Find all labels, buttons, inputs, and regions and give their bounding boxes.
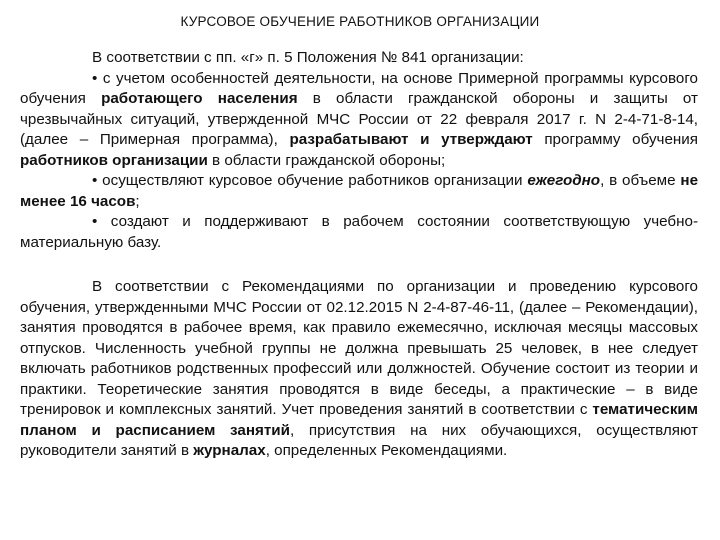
text-segment: • с учетом особенностей деятельности, на основе Примерной программы курсового обучения <box>20 69 698 107</box>
text-segment: в области гражданской обороны; <box>207 151 446 169</box>
bold-segment: работающего населения <box>101 90 298 107</box>
paragraph-gap <box>20 253 698 277</box>
text-segment: , определенных Рекомендациями. <box>265 442 508 459</box>
text-segment: • осуществляют курсовое обучение работников организации <box>92 172 528 189</box>
bold-segment: не менее 16 часов <box>20 172 699 210</box>
bold-segment: разрабатывают и утверждают <box>289 131 533 148</box>
bold-italic-segment <box>527 172 600 189</box>
recommendations-paragraph <box>20 277 698 462</box>
bullet-item-base: • создают и поддерживают в рабочем состоянии соответствующую учебно-материальную базу. <box>20 213 698 251</box>
bullet-item-training <box>20 171 698 212</box>
document-title: КУРСОВОЕ ОБУЧЕНИЕ РАБОТНИКОВ ОРГАНИЗАЦИИ <box>180 14 540 29</box>
bold-segment: тематическим планом и расписанием занятий <box>20 401 698 439</box>
text-segment: в области гражданской обороны и защиты от чрезвычайных ситуаций, утвержденной МЧС России от 22 февраля 2017 г. N 2-4-71-8-14, (далее – Примерная программа), <box>20 90 698 148</box>
text-segment: В соответствии с Рекомендациями по организации и проведению курсового обучения, утвержденными МЧС России от 02.12.2015 N 2-4-87-46-11, (далее – Рекомендации), занятия проводятся в рабочее время, как правило ежемесячно, исключая месяцы массовых отпусков. Численность учебной группы не должна превышать 25 человек, в нее следует включать работников родственных профессий или должностей. Обучение состоит из теории и практики. Теоретические занятия проводятся в виде беседы, а практические – в виде тренировок и комплексных занятий. Учет проведения занятий в соответствии с <box>20 278 698 418</box>
bold-segment: работников организации <box>20 151 208 169</box>
text-segment: ; <box>135 192 140 210</box>
bold-segment: журналах <box>193 442 266 459</box>
text-segment: , в объеме <box>600 172 681 189</box>
intro-paragraph: В соответствии с пп. «г» п. 5 Положения № 841 организации: <box>92 49 524 66</box>
text-segment: , присутствия на них обучающихся, осуществляют руководители занятий в <box>20 421 698 459</box>
italic-segment: ежегодно <box>527 172 601 189</box>
text-segment: программу обучения <box>532 131 699 148</box>
bullet-item-program <box>20 69 698 172</box>
document-body <box>20 48 698 462</box>
